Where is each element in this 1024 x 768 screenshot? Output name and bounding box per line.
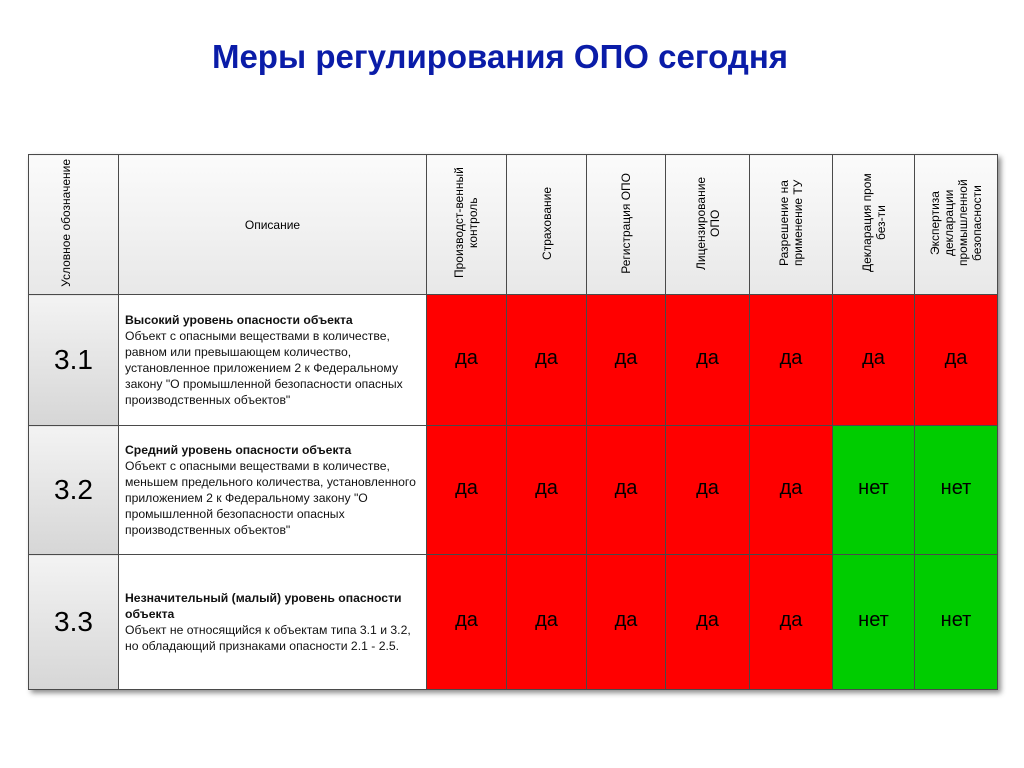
regulation-table-wrapper bbox=[28, 154, 998, 690]
row-description bbox=[119, 555, 427, 690]
cell-value: да bbox=[666, 555, 750, 690]
row-text: Объект не относящийся к объектам типа 3.1 и 3.2, но обладающий признаками опасности 2.1 - 2.5. bbox=[125, 623, 411, 653]
header-description bbox=[119, 155, 427, 295]
cell-value: да bbox=[750, 555, 833, 690]
cell-value: да bbox=[427, 555, 507, 690]
regulation-table bbox=[28, 154, 998, 690]
cell-value: нет bbox=[833, 426, 915, 555]
header-measure-label: Лицензирование ОПО bbox=[693, 176, 722, 270]
table-row bbox=[29, 295, 998, 426]
header-measure bbox=[750, 155, 833, 295]
cell-value: да bbox=[666, 295, 750, 426]
header-measure bbox=[666, 155, 750, 295]
row-text: Объект с опасными веществами в количестве, меньшем предельного количества, установленного приложением 2 к Федеральному закону "О промышленной безопасности опасных производственных объектов" bbox=[125, 459, 416, 537]
header-code bbox=[29, 155, 119, 295]
cell-value: да bbox=[427, 426, 507, 555]
row-level: Незначительный (малый) уровень опасности объекта bbox=[125, 591, 402, 621]
row-code: 3.1 bbox=[29, 295, 119, 426]
header-measure-label: Разрешение на применение ТУ bbox=[777, 179, 805, 267]
header-measure-label: Производст-венный контроль bbox=[451, 167, 480, 279]
header-measure-label: Экспертиза декларации промышленной безопасности bbox=[928, 179, 984, 267]
cell-value: да bbox=[915, 295, 998, 426]
header-measure bbox=[587, 155, 666, 295]
row-code: 3.2 bbox=[29, 426, 119, 555]
row-description bbox=[119, 295, 427, 426]
header-measure-label: Страхование bbox=[539, 186, 554, 260]
header-row bbox=[29, 155, 998, 295]
row-text: Объект с опасными веществами в количестве, равном или превышающем количество, установленное приложением 2 к Федеральному закону "О промышленной безопасности опасных производственных объектов" bbox=[125, 329, 403, 407]
header-measure bbox=[915, 155, 998, 295]
header-measure bbox=[507, 155, 587, 295]
cell-value: да bbox=[587, 555, 666, 690]
cell-value: да bbox=[750, 295, 833, 426]
header-description-label: Описание bbox=[244, 217, 301, 232]
cell-value: да bbox=[666, 426, 750, 555]
cell-value: да bbox=[587, 295, 666, 426]
cell-value: нет bbox=[915, 426, 998, 555]
cell-value: да bbox=[427, 295, 507, 426]
cell-value: да bbox=[833, 295, 915, 426]
header-measure bbox=[833, 155, 915, 295]
table-row bbox=[29, 555, 998, 690]
header-measure bbox=[427, 155, 507, 295]
cell-value: нет bbox=[833, 555, 915, 690]
table-row bbox=[29, 426, 998, 555]
row-code: 3.3 bbox=[29, 555, 119, 690]
header-measure-label: Регистрация ОПО bbox=[619, 172, 633, 274]
cell-value: нет bbox=[915, 555, 998, 690]
cell-value: да bbox=[587, 426, 666, 555]
header-code-label: Условное обозначение bbox=[58, 159, 73, 287]
cell-value: да bbox=[507, 426, 587, 555]
row-description bbox=[119, 426, 427, 555]
row-level: Высокий уровень опасности объекта bbox=[125, 313, 353, 327]
cell-value: да bbox=[750, 426, 833, 555]
cell-value: да bbox=[507, 555, 587, 690]
row-level: Средний уровень опасности объекта bbox=[125, 443, 352, 457]
cell-value: да bbox=[507, 295, 587, 426]
page-title: Меры регулирования ОПО сегодня bbox=[211, 38, 789, 75]
header-measure-label: Декларация пром без-ти bbox=[859, 173, 888, 273]
